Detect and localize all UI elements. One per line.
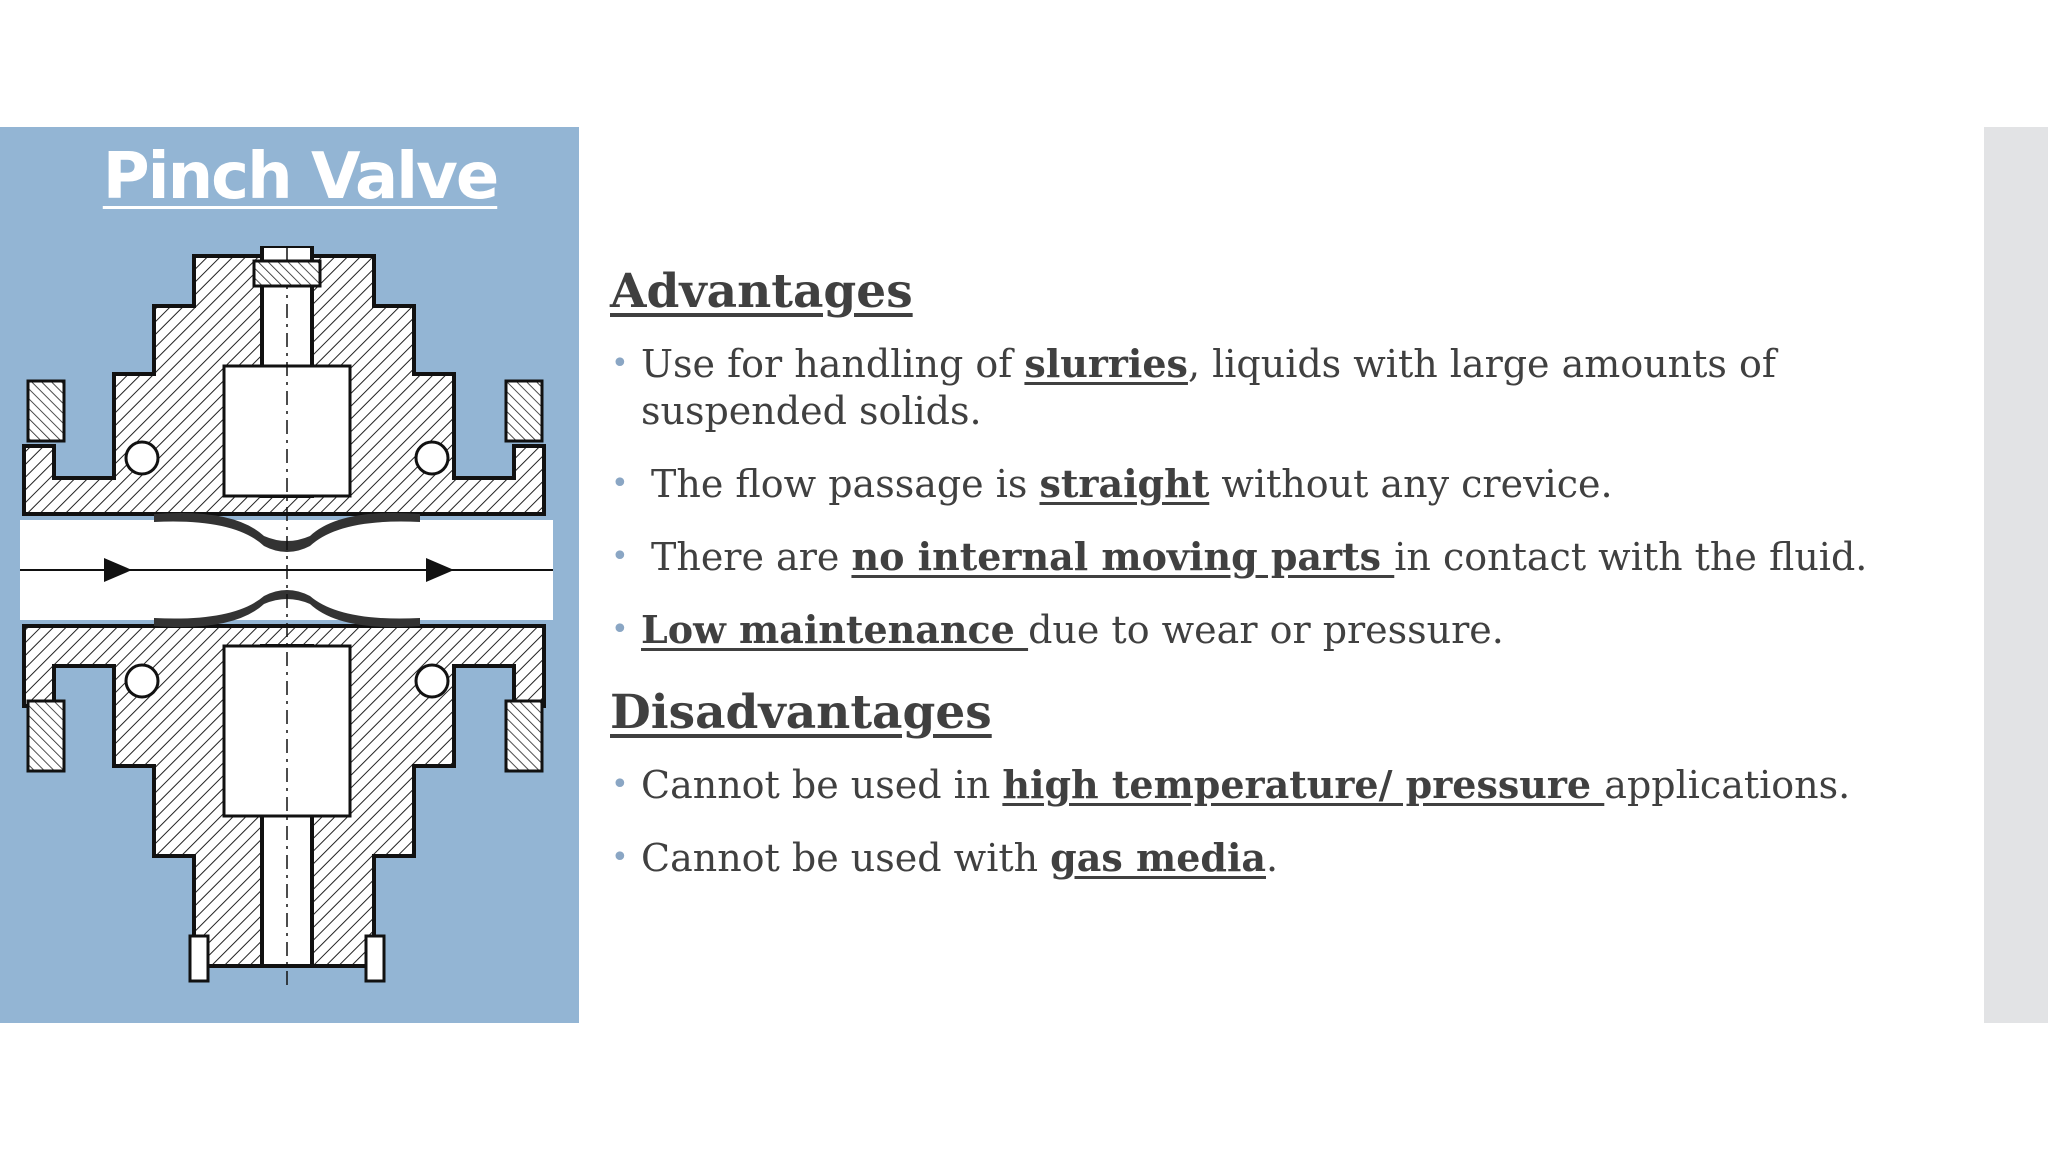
list-item: • There are no internal moving parts in contact with the fluid. (611, 534, 1868, 579)
list-item: • Use for handling of slurries, liquids with large amounts of suspended solids. (611, 341, 1776, 433)
slide-content (610, 258, 1930, 907)
list-item: • Cannot be used with gas media. (611, 835, 1279, 880)
bullet-icon: • (611, 346, 629, 381)
pinch-valve-diagram (14, 246, 559, 991)
bullet-icon: • (611, 840, 629, 875)
list-item: • Cannot be used in high temperature/ pressure applications. (611, 762, 1851, 807)
list-item: • The flow passage is straight without any crevice. (611, 461, 1613, 506)
advantages-list (610, 340, 1930, 654)
right-edge-strip (1984, 127, 2048, 1023)
disadvantages-heading: Disadvantages (610, 685, 992, 740)
bullet-icon: • (611, 539, 629, 574)
slide-title: Pinch Valve (102, 140, 498, 214)
bullet-icon: • (611, 612, 629, 647)
bullet-icon: • (611, 767, 629, 802)
disadvantages-list (610, 761, 1930, 882)
bullet-icon: • (611, 466, 629, 501)
advantages-heading: Advantages (610, 264, 913, 319)
list-item: • Low maintenance due to wear or pressure. (611, 607, 1504, 652)
